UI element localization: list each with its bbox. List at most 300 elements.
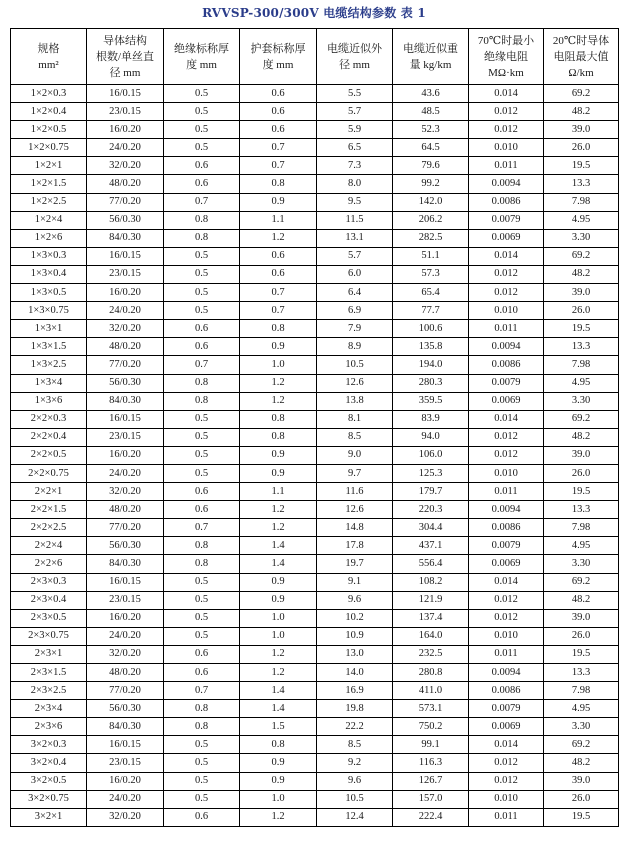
cell-weight: 137.4: [393, 609, 469, 627]
cell-insulation-resistance: 0.0079: [469, 700, 544, 718]
table-row: [11, 736, 619, 754]
cell-insulation-resistance: 0.011: [469, 483, 544, 501]
cell-spec: 2×2×0.4: [11, 428, 87, 446]
cell-insulation: 0.5: [164, 410, 240, 428]
cell-conductor: 56/0.30: [87, 700, 164, 718]
header-line: 径 mm: [109, 66, 141, 79]
cell-insulation: 0.6: [164, 645, 240, 663]
cell-insulation: 0.6: [164, 175, 240, 193]
cell-sheath: 0.6: [240, 247, 317, 265]
cell-sheath: 0.9: [240, 446, 317, 464]
cell-weight: 121.9: [393, 591, 469, 609]
cell-spec: 1×2×1.5: [11, 175, 87, 193]
cell-insulation-resistance: 0.0069: [469, 392, 544, 410]
cell-conductor-resistance: 39.0: [544, 772, 619, 790]
cell-weight: 125.3: [393, 464, 469, 482]
cell-diameter: 6.4: [317, 284, 393, 302]
cell-insulation-resistance: 0.012: [469, 754, 544, 772]
cell-insulation-resistance: 0.012: [469, 609, 544, 627]
cell-insulation-resistance: 0.0079: [469, 537, 544, 555]
cell-sheath: 0.9: [240, 464, 317, 482]
cell-spec: 2×2×1.5: [11, 501, 87, 519]
cell-insulation-resistance: 0.011: [469, 157, 544, 175]
cell-diameter: 5.9: [317, 121, 393, 139]
cell-weight: 51.1: [393, 247, 469, 265]
table-row: [11, 700, 619, 718]
cell-conductor: 24/0.20: [87, 790, 164, 808]
cell-weight: 142.0: [393, 193, 469, 211]
cell-sheath: 1.1: [240, 483, 317, 501]
cell-conductor: 16/0.20: [87, 121, 164, 139]
cell-insulation-resistance: 0.014: [469, 410, 544, 428]
cell-spec: 1×2×1: [11, 157, 87, 175]
cell-insulation: 0.8: [164, 718, 240, 736]
cell-spec: 3×2×0.3: [11, 736, 87, 754]
cell-conductor: 77/0.20: [87, 682, 164, 700]
cell-insulation: 0.6: [164, 808, 240, 826]
cell-conductor-resistance: 13.3: [544, 501, 619, 519]
cell-weight: 220.3: [393, 501, 469, 519]
cell-weight: 206.2: [393, 211, 469, 229]
cell-sheath: 0.8: [240, 736, 317, 754]
cell-diameter: 22.2: [317, 718, 393, 736]
cell-spec: 1×2×2.5: [11, 193, 87, 211]
table-row: [11, 627, 619, 645]
cell-conductor-resistance: 48.2: [544, 428, 619, 446]
cell-insulation-resistance: 0.0094: [469, 501, 544, 519]
header-line: 度 mm: [262, 58, 294, 71]
cell-sheath: 1.2: [240, 392, 317, 410]
table-row: [11, 555, 619, 573]
cell-insulation-resistance: 0.014: [469, 85, 544, 103]
cell-weight: 359.5: [393, 392, 469, 410]
cell-insulation: 0.6: [164, 320, 240, 338]
table-row: [11, 193, 619, 211]
cell-insulation-resistance: 0.012: [469, 772, 544, 790]
cell-conductor-resistance: 26.0: [544, 627, 619, 645]
cell-insulation-resistance: 0.0069: [469, 555, 544, 573]
cell-weight: 83.9: [393, 410, 469, 428]
cell-diameter: 14.8: [317, 519, 393, 537]
cell-insulation: 0.5: [164, 591, 240, 609]
cell-conductor: 23/0.15: [87, 265, 164, 283]
header-line: 电缆近似外: [327, 42, 382, 55]
cell-spec: 1×3×1: [11, 320, 87, 338]
header-line: 70℃时最小: [477, 34, 535, 47]
cell-sheath: 1.2: [240, 808, 317, 826]
cell-weight: 79.6: [393, 157, 469, 175]
cell-diameter: 17.8: [317, 537, 393, 555]
cell-insulation-resistance: 0.0086: [469, 519, 544, 537]
cell-spec: 1×3×6: [11, 392, 87, 410]
cell-diameter: 13.1: [317, 229, 393, 247]
cell-diameter: 9.0: [317, 446, 393, 464]
table-row: [11, 356, 619, 374]
cell-spec: 1×3×0.5: [11, 284, 87, 302]
cell-insulation: 0.8: [164, 211, 240, 229]
header-line: mm²: [38, 58, 59, 71]
cell-conductor: 56/0.30: [87, 211, 164, 229]
cell-insulation: 0.7: [164, 356, 240, 374]
cell-spec: 3×2×0.5: [11, 772, 87, 790]
cell-spec: 1×3×2.5: [11, 356, 87, 374]
cell-insulation: 0.5: [164, 247, 240, 265]
cell-sheath: 1.4: [240, 700, 317, 718]
cell-sheath: 1.2: [240, 229, 317, 247]
cell-spec: 2×3×6: [11, 718, 87, 736]
table-row: [11, 664, 619, 682]
cell-conductor-resistance: 19.5: [544, 645, 619, 663]
header-line: MΩ·km: [488, 66, 524, 79]
cell-conductor-resistance: 13.3: [544, 664, 619, 682]
table-row: [11, 573, 619, 591]
cell-weight: 106.0: [393, 446, 469, 464]
cell-conductor: 24/0.20: [87, 627, 164, 645]
cell-insulation: 0.5: [164, 790, 240, 808]
header-line: 径 mm: [339, 58, 370, 71]
cell-sheath: 0.6: [240, 103, 317, 121]
cell-diameter: 10.5: [317, 356, 393, 374]
table-row: [11, 446, 619, 464]
cell-sheath: 0.7: [240, 284, 317, 302]
cell-diameter: 9.5: [317, 193, 393, 211]
cell-diameter: 8.9: [317, 338, 393, 356]
cell-spec: 1×3×0.4: [11, 265, 87, 283]
cell-conductor-resistance: 4.95: [544, 374, 619, 392]
cell-sheath: 0.7: [240, 157, 317, 175]
header-diameter: [317, 29, 393, 85]
cell-sheath: 1.4: [240, 537, 317, 555]
cell-conductor-resistance: 4.95: [544, 211, 619, 229]
cable-parameters-table: [10, 28, 619, 827]
table-row: [11, 501, 619, 519]
cell-diameter: 9.6: [317, 772, 393, 790]
cell-insulation: 0.5: [164, 573, 240, 591]
cell-conductor-resistance: 69.2: [544, 85, 619, 103]
cell-insulation: 0.7: [164, 519, 240, 537]
table-row: [11, 338, 619, 356]
cell-sheath: 1.0: [240, 627, 317, 645]
cell-diameter: 11.5: [317, 211, 393, 229]
cell-spec: 2×3×1.5: [11, 664, 87, 682]
cell-insulation-resistance: 0.010: [469, 302, 544, 320]
cell-diameter: 8.5: [317, 428, 393, 446]
cell-weight: 232.5: [393, 645, 469, 663]
cell-conductor-resistance: 3.30: [544, 229, 619, 247]
cell-sheath: 1.0: [240, 790, 317, 808]
cell-spec: 1×2×0.5: [11, 121, 87, 139]
cell-conductor-resistance: 39.0: [544, 446, 619, 464]
cell-conductor: 84/0.30: [87, 555, 164, 573]
table-row: [11, 139, 619, 157]
cell-conductor: 24/0.20: [87, 464, 164, 482]
cell-spec: 1×2×0.4: [11, 103, 87, 121]
cell-diameter: 16.9: [317, 682, 393, 700]
cell-conductor-resistance: 19.5: [544, 808, 619, 826]
cell-diameter: 12.6: [317, 501, 393, 519]
cell-insulation-resistance: 0.012: [469, 103, 544, 121]
cell-insulation: 0.5: [164, 85, 240, 103]
cell-weight: 99.1: [393, 736, 469, 754]
cell-weight: 94.0: [393, 428, 469, 446]
cell-conductor-resistance: 48.2: [544, 103, 619, 121]
cell-insulation-resistance: 0.0086: [469, 356, 544, 374]
cell-spec: 1×2×0.3: [11, 85, 87, 103]
cell-diameter: 8.5: [317, 736, 393, 754]
cell-sheath: 0.8: [240, 428, 317, 446]
cell-insulation: 0.5: [164, 609, 240, 627]
cell-weight: 411.0: [393, 682, 469, 700]
cell-spec: 2×3×0.5: [11, 609, 87, 627]
cell-conductor-resistance: 19.5: [544, 483, 619, 501]
cell-conductor: 56/0.30: [87, 537, 164, 555]
cell-weight: 179.7: [393, 483, 469, 501]
cell-conductor: 16/0.20: [87, 284, 164, 302]
cell-weight: 157.0: [393, 790, 469, 808]
cell-conductor-resistance: 39.0: [544, 284, 619, 302]
cell-insulation: 0.8: [164, 700, 240, 718]
cell-insulation-resistance: 0.0069: [469, 718, 544, 736]
cell-insulation-resistance: 0.012: [469, 284, 544, 302]
cell-sheath: 0.9: [240, 754, 317, 772]
table-row: [11, 645, 619, 663]
cell-spec: 1×3×4: [11, 374, 87, 392]
cell-weight: 164.0: [393, 627, 469, 645]
cell-conductor: 16/0.20: [87, 609, 164, 627]
cell-insulation-resistance: 0.012: [469, 428, 544, 446]
cell-diameter: 10.5: [317, 790, 393, 808]
cell-conductor-resistance: 26.0: [544, 302, 619, 320]
cell-conductor: 77/0.20: [87, 356, 164, 374]
cell-insulation: 0.5: [164, 284, 240, 302]
cell-sheath: 0.7: [240, 302, 317, 320]
cell-conductor: 77/0.20: [87, 519, 164, 537]
cell-insulation-resistance: 0.012: [469, 265, 544, 283]
cell-conductor-resistance: 48.2: [544, 754, 619, 772]
cell-conductor-resistance: 69.2: [544, 573, 619, 591]
cell-insulation: 0.5: [164, 428, 240, 446]
cell-spec: 2×2×0.5: [11, 446, 87, 464]
cell-sheath: 1.2: [240, 501, 317, 519]
table-row: [11, 519, 619, 537]
cell-sheath: 1.5: [240, 718, 317, 736]
cell-diameter: 11.6: [317, 483, 393, 501]
header-line: 导体结构: [103, 34, 147, 47]
cell-weight: 108.2: [393, 573, 469, 591]
cell-insulation: 0.6: [164, 157, 240, 175]
cell-insulation: 0.8: [164, 537, 240, 555]
cell-spec: 2×2×6: [11, 555, 87, 573]
cell-conductor-resistance: 13.3: [544, 338, 619, 356]
table-row: [11, 410, 619, 428]
header-line: 规格: [37, 42, 60, 55]
cell-insulation-resistance: 0.010: [469, 464, 544, 482]
cell-conductor-resistance: 48.2: [544, 265, 619, 283]
cell-spec: 2×2×4: [11, 537, 87, 555]
cell-insulation: 0.5: [164, 772, 240, 790]
cell-conductor: 16/0.15: [87, 573, 164, 591]
cell-diameter: 9.1: [317, 573, 393, 591]
cell-conductor: 32/0.20: [87, 157, 164, 175]
cell-conductor: 16/0.15: [87, 247, 164, 265]
cell-weight: 280.3: [393, 374, 469, 392]
cell-spec: 1×2×4: [11, 211, 87, 229]
cell-sheath: 0.9: [240, 573, 317, 591]
cell-insulation: 0.5: [164, 302, 240, 320]
cell-insulation-resistance: 0.0069: [469, 229, 544, 247]
cell-sheath: 0.9: [240, 591, 317, 609]
header-line: 电阻最大值: [553, 50, 609, 63]
cell-sheath: 1.2: [240, 645, 317, 663]
cell-conductor: 56/0.30: [87, 374, 164, 392]
table-row: [11, 284, 619, 302]
cell-spec: 2×2×0.75: [11, 464, 87, 482]
cell-sheath: 1.1: [240, 211, 317, 229]
table-row: [11, 374, 619, 392]
table-row: [11, 302, 619, 320]
cell-conductor-resistance: 19.5: [544, 157, 619, 175]
table-row: [11, 229, 619, 247]
cell-insulation: 0.5: [164, 754, 240, 772]
cell-sheath: 0.6: [240, 265, 317, 283]
cell-insulation-resistance: 0.014: [469, 736, 544, 754]
cell-insulation: 0.5: [164, 265, 240, 283]
header-line: Ω/km: [568, 66, 594, 79]
cell-insulation: 0.6: [164, 501, 240, 519]
header-conductor: [87, 29, 164, 85]
cell-spec: 2×2×2.5: [11, 519, 87, 537]
cell-insulation-resistance: 0.0094: [469, 338, 544, 356]
cell-insulation-resistance: 0.0086: [469, 193, 544, 211]
table-row: [11, 265, 619, 283]
cell-insulation: 0.5: [164, 627, 240, 645]
cell-insulation-resistance: 0.010: [469, 139, 544, 157]
table-row: [11, 247, 619, 265]
cell-conductor: 77/0.20: [87, 193, 164, 211]
cell-spec: 2×3×0.75: [11, 627, 87, 645]
cell-sheath: 1.2: [240, 519, 317, 537]
cell-conductor-resistance: 26.0: [544, 139, 619, 157]
cell-spec: 1×2×6: [11, 229, 87, 247]
cell-insulation-resistance: 0.014: [469, 247, 544, 265]
table-row: [11, 591, 619, 609]
cell-diameter: 6.5: [317, 139, 393, 157]
table-body: [11, 85, 619, 827]
cell-conductor-resistance: 26.0: [544, 790, 619, 808]
table-row: [11, 211, 619, 229]
table-title: RVVSP-300/300V 电缆结构参数 表 1: [202, 6, 426, 20]
header-line: 电缆近似重: [403, 42, 458, 55]
cell-sheath: 0.8: [240, 175, 317, 193]
cell-insulation: 0.5: [164, 139, 240, 157]
cell-weight: 65.4: [393, 284, 469, 302]
cell-weight: 77.7: [393, 302, 469, 320]
cell-insulation-resistance: 0.010: [469, 627, 544, 645]
cell-sheath: 1.4: [240, 682, 317, 700]
cell-conductor-resistance: 39.0: [544, 121, 619, 139]
cell-conductor-resistance: 4.95: [544, 700, 619, 718]
cell-diameter: 12.4: [317, 808, 393, 826]
cell-insulation: 0.6: [164, 664, 240, 682]
cell-insulation-resistance: 0.012: [469, 591, 544, 609]
cell-insulation-resistance: 0.0086: [469, 682, 544, 700]
cell-weight: 126.7: [393, 772, 469, 790]
cell-insulation-resistance: 0.0094: [469, 664, 544, 682]
cell-weight: 750.2: [393, 718, 469, 736]
cell-spec: 3×2×1: [11, 808, 87, 826]
table-row: [11, 428, 619, 446]
cell-sheath: 1.0: [240, 356, 317, 374]
table-row: [11, 718, 619, 736]
cell-diameter: 5.5: [317, 85, 393, 103]
table-row: [11, 175, 619, 193]
cell-conductor: 48/0.20: [87, 501, 164, 519]
cell-conductor: 84/0.30: [87, 392, 164, 410]
cell-insulation-resistance: 0.0079: [469, 374, 544, 392]
cell-sheath: 0.8: [240, 320, 317, 338]
header-line: 量 kg/km: [409, 58, 452, 71]
cell-conductor: 16/0.20: [87, 772, 164, 790]
cell-conductor-resistance: 13.3: [544, 175, 619, 193]
cell-insulation-resistance: 0.011: [469, 808, 544, 826]
cell-weight: 437.1: [393, 537, 469, 555]
header-line: 度 mm: [186, 58, 217, 71]
cell-conductor-resistance: 3.30: [544, 392, 619, 410]
header-line: 20℃时导体: [552, 34, 610, 47]
cell-weight: 280.8: [393, 664, 469, 682]
table-row: [11, 464, 619, 482]
cell-insulation: 0.5: [164, 464, 240, 482]
cell-insulation: 0.8: [164, 392, 240, 410]
cell-diameter: 13.0: [317, 645, 393, 663]
cell-conductor: 23/0.15: [87, 103, 164, 121]
cell-weight: 573.1: [393, 700, 469, 718]
header-conductor-resistance: [544, 29, 619, 85]
cell-insulation: 0.5: [164, 103, 240, 121]
cell-diameter: 13.8: [317, 392, 393, 410]
cell-conductor: 16/0.20: [87, 446, 164, 464]
cell-insulation: 0.8: [164, 374, 240, 392]
cell-insulation-resistance: 0.012: [469, 446, 544, 464]
cell-conductor-resistance: 7.98: [544, 682, 619, 700]
cell-insulation: 0.8: [164, 555, 240, 573]
cell-weight: 194.0: [393, 356, 469, 374]
table-row: [11, 790, 619, 808]
cell-diameter: 8.0: [317, 175, 393, 193]
header-line: 绝缘电阻: [484, 50, 528, 63]
table-row: [11, 157, 619, 175]
cell-spec: 1×3×0.75: [11, 302, 87, 320]
cell-weight: 135.8: [393, 338, 469, 356]
cell-weight: 100.6: [393, 320, 469, 338]
cell-conductor: 32/0.20: [87, 645, 164, 663]
cell-conductor: 23/0.15: [87, 591, 164, 609]
cell-spec: 1×3×1.5: [11, 338, 87, 356]
cell-insulation: 0.7: [164, 193, 240, 211]
table-row: [11, 682, 619, 700]
cell-weight: 57.3: [393, 265, 469, 283]
header-line: 绝缘标称厚: [174, 42, 229, 55]
cell-conductor-resistance: 7.98: [544, 193, 619, 211]
cell-insulation: 0.5: [164, 121, 240, 139]
cell-conductor: 48/0.20: [87, 338, 164, 356]
cell-sheath: 0.7: [240, 139, 317, 157]
cell-conductor-resistance: 19.5: [544, 320, 619, 338]
cell-spec: 3×2×0.75: [11, 790, 87, 808]
cell-insulation-resistance: 0.0094: [469, 175, 544, 193]
table-row: [11, 483, 619, 501]
cell-conductor-resistance: 48.2: [544, 591, 619, 609]
